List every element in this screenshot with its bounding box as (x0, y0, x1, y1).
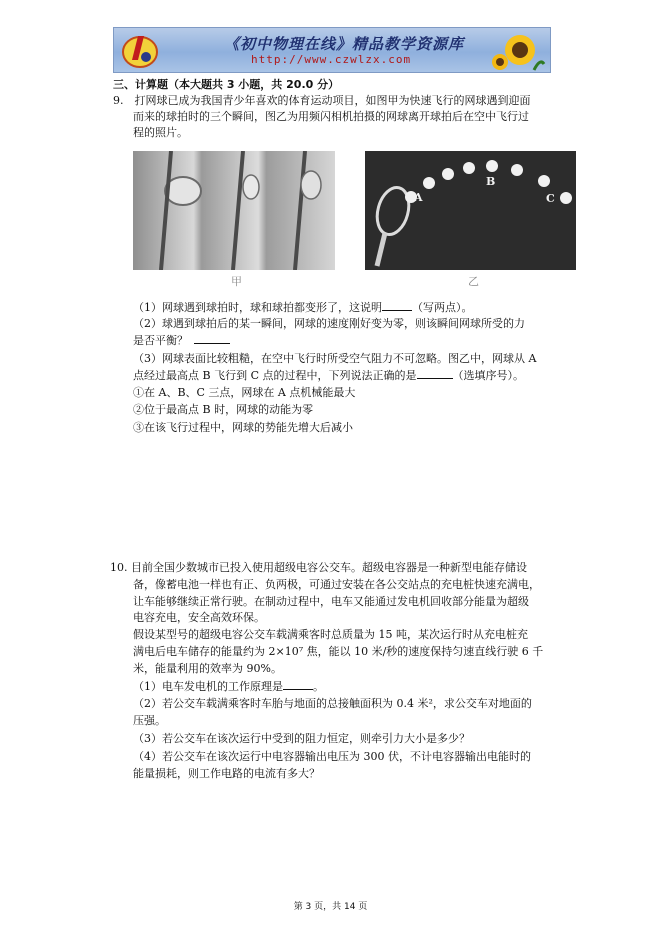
q9-sub3-blank[interactable] (417, 367, 453, 379)
q9-option-3: ③在该飞行过程中，网球的势能先增大后减小 (133, 421, 353, 434)
banner-url[interactable]: http://www.czwlzx.com (251, 53, 412, 66)
q9-sub1-text: （1）网球遇到球拍时，球和球拍都变形了，这说明 (133, 301, 382, 314)
q10-sub1-blank[interactable] (283, 678, 313, 690)
q9-sub2-blank[interactable] (194, 332, 230, 344)
q9-line-2: 而来的球拍时的三个瞬间，图乙为用频闪相机拍摄的网球离开球拍后在空中飞行过 (133, 110, 529, 123)
q10-sub2-line-2: 压强。 (133, 714, 166, 727)
racket-ball-photo-icon (133, 151, 335, 270)
photo-jia (133, 151, 335, 270)
q10-line-2: 备，像蓄电池一样也有正、负两极，可通过安装在各公交站点的充电桩快速充满电， (133, 578, 540, 591)
q9-sub3-text: 点经过最高点 B 飞行到 C 点的过程中，下列说法正确的是 (133, 369, 417, 382)
banner-title: 《初中物理在线》精品教学资源库 (224, 35, 465, 53)
q10-sub4-line-1: （4）若公交车在该次运行中电容器输出电压为 300 伏，不计电容器输出电能时的 (133, 750, 531, 763)
q10-line-7: 米，能量利用的效率为 90%。 (133, 662, 282, 675)
q9-sub2-text: 是否平衡？ (133, 334, 188, 347)
q9-sub2-line-1: （2）球遇到球拍后的某一瞬间，网球的速度刚好变为零，则该瞬间网球所受的力 (133, 317, 525, 330)
header-banner (113, 27, 551, 73)
strobe-ball-trajectory-icon (365, 151, 576, 270)
site-logo-icon (120, 30, 160, 70)
q10-line-5: 假设某型号的超级电容公交车载满乘客时总质量为 15 吨，某次运行时从充电桩充 (133, 628, 528, 641)
q9-sub3-text-post: （选填序号）。 (452, 369, 524, 382)
caption-jia: 甲 (231, 275, 242, 288)
q10-line-1: 10. 目前全国少数城市已投入使用超级电容公交车。超级电容器是一种新型电能存储设 (110, 561, 527, 574)
point-b-label: B (486, 175, 496, 188)
q9-sub1 (133, 299, 473, 316)
point-a-label: A (414, 191, 423, 204)
q10-sub1-text: （1）电车发电机的工作原理是 (133, 680, 283, 693)
section-title: 三、计算题（本大题共 3 小题，共 20.0 分） (113, 78, 340, 91)
q10-line-4: 电容充电，安全高效环保。 (133, 611, 265, 624)
q9-sub2-line-2 (133, 332, 230, 349)
q10-sub2-line-1: （2）若公交车载满乘客时车胎与地面的总接触面积为 0.4 米²，求公交车对地面的 (133, 697, 532, 710)
q10-line-3: 让车能够继续正常行驶。在制动过程中，电车又能通过发电机回收部分能量为超级 (133, 595, 529, 608)
q10-sub1 (133, 678, 324, 695)
sunflower-icon (490, 30, 546, 72)
point-c-label: C (546, 192, 555, 205)
caption-yi: 乙 (468, 275, 479, 288)
q9-line-3: 程的照片。 (133, 126, 188, 139)
q9-option-1: ①在 A、B、C 三点，网球在 A 点机械能最大 (133, 386, 356, 399)
q10-sub4-line-2: 能量损耗，则工作电路的电流有多大？ (133, 767, 320, 780)
q9-line-1: 9. 打网球已成为我国青少年喜欢的体育运动项目，如图甲为快速飞行的网球遇到迎面 (113, 94, 531, 107)
q9-sub3-line-2 (133, 367, 524, 384)
q10-line-6: 满电后电车储存的能量约为 2×10⁷ 焦，能以 10 米/秒的速度保持匀速直线行驶 6 千 (133, 645, 544, 658)
q9-sub1-blank[interactable] (382, 299, 412, 311)
photo-yi (365, 151, 576, 270)
q9-sub3-line-1: （3）网球表面比较粗糙，在空中飞行时所受空气阻力不可忽略。图乙中，网球从 A (133, 352, 537, 365)
q10-sub3: （3）若公交车在该次运行中受到的阻力恒定，则牵引力大小是多少？ (133, 732, 470, 745)
page-number: 第 3 页，共 14 页 (293, 902, 368, 912)
q10-sub1-text-post: 。 (313, 680, 324, 693)
q9-option-2: ②位于最高点 B 时，网球的动能为零 (133, 403, 314, 416)
page-footer (0, 899, 661, 912)
q9-sub1-text-post: （写两点）。 (412, 301, 473, 314)
